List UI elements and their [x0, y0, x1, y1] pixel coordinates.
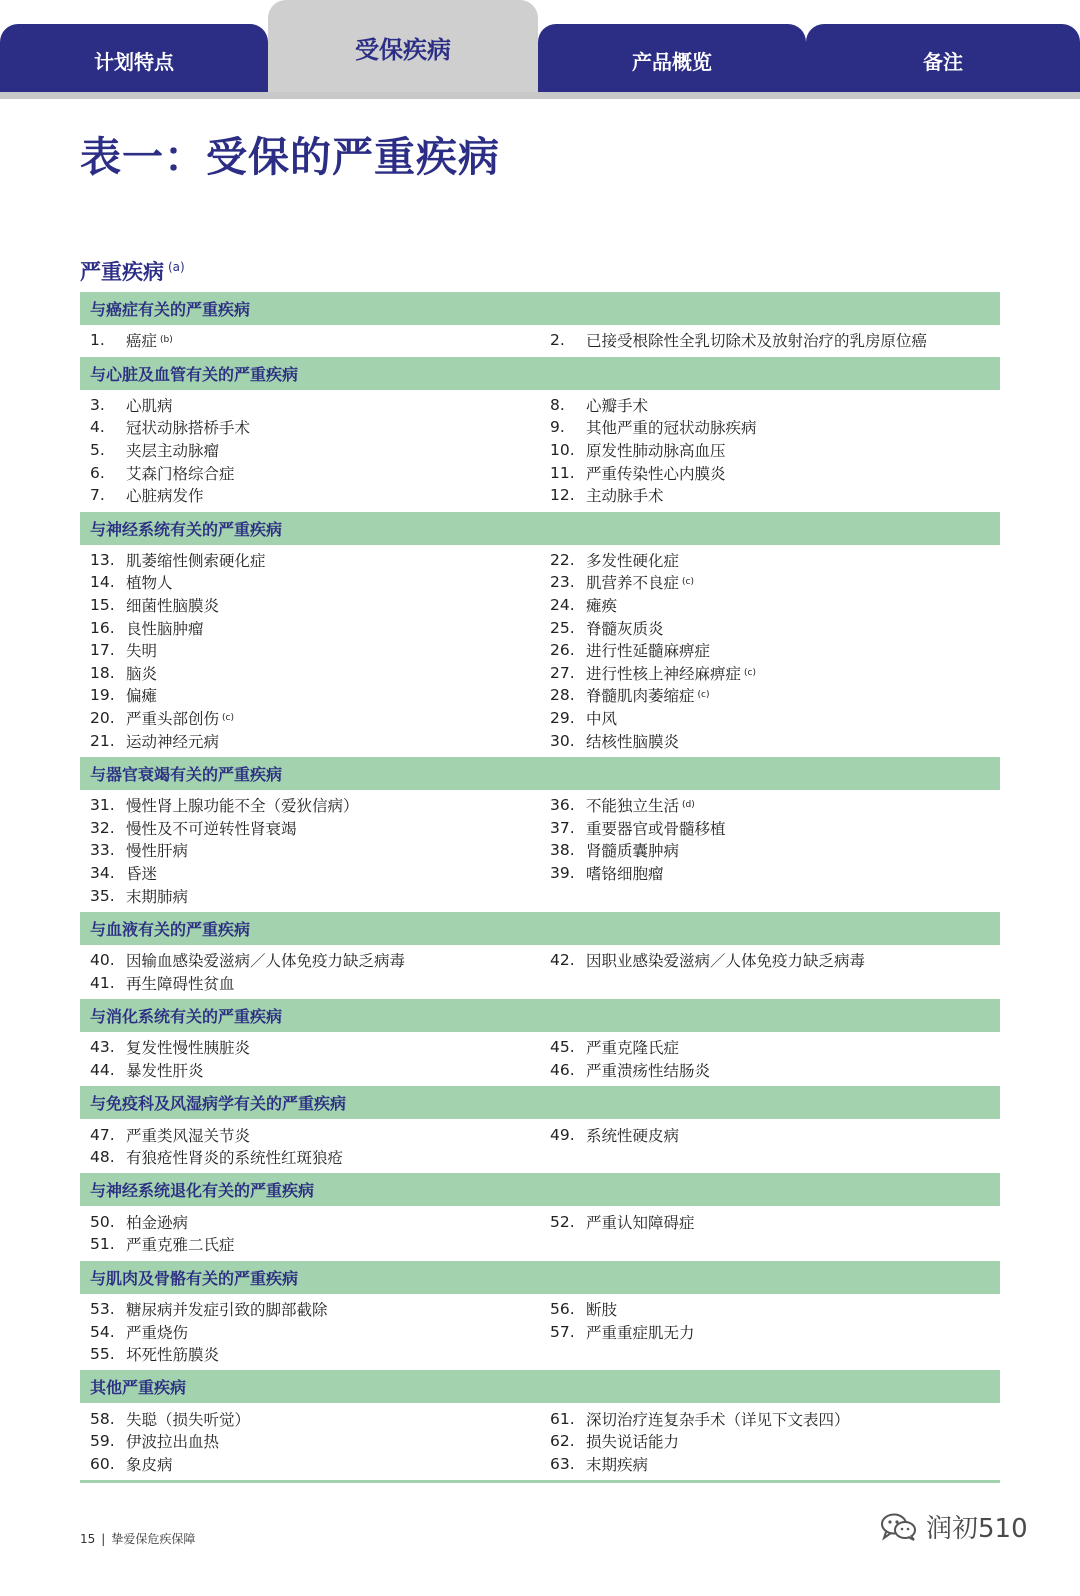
item-number: 55.: [90, 1345, 115, 1364]
section-heading: [80, 256, 185, 286]
item-label: 柏金逊病: [126, 1213, 189, 1232]
category-header: 与神经系统退化有关的严重疾病: [80, 1173, 1000, 1206]
item-number: 12.: [550, 486, 575, 505]
item-number: 41.: [90, 973, 115, 992]
item-label: 夹层主动脉瘤: [126, 442, 220, 461]
category-header: 与消化系统有关的严重疾病: [80, 999, 1000, 1032]
watermark: [880, 1508, 1028, 1545]
item-number: 40.: [90, 951, 115, 970]
category-header: 其他严重疾病: [80, 1370, 1000, 1403]
category-header: 与血液有关的严重疾病: [80, 912, 1000, 945]
illness-item: [540, 1453, 1000, 1476]
item-number: 58.: [90, 1409, 115, 1428]
category-items: [80, 1119, 1000, 1173]
illness-item: [80, 1407, 540, 1430]
items-column-left: [80, 1036, 540, 1081]
item-label: 严重类风湿关节炎: [126, 1126, 251, 1145]
item-label: 艾森门格综合症: [126, 464, 235, 483]
illness-item: [540, 571, 1000, 594]
item-number: 60.: [90, 1454, 115, 1473]
category-items: [80, 790, 1000, 912]
illness-item: [80, 971, 540, 994]
items-column-right: [540, 1036, 1000, 1081]
items-column-left: [80, 794, 540, 907]
illness-item: [80, 394, 540, 417]
item-label: 偏瘫: [126, 687, 158, 706]
item-label: 严重传染性心内膜炎: [586, 464, 726, 483]
item-label: 严重认知障碍症: [586, 1213, 695, 1232]
footnote-marker: (c): [222, 713, 234, 724]
item-number: 9.: [550, 418, 565, 437]
tab-notes[interactable]: [806, 24, 1080, 92]
item-label: 心肌病: [126, 396, 173, 415]
item-number: 47.: [90, 1125, 115, 1144]
item-label: 细菌性脑膜炎: [126, 597, 220, 616]
page-title: 表一：受保的严重疾病: [80, 133, 500, 181]
illness-item: [80, 839, 540, 862]
tab-product-overview[interactable]: [538, 24, 806, 92]
item-label: 慢性及不可逆转性肾衰竭: [126, 819, 297, 838]
item-label: 已接受根除性全乳切除术及放射治疗的乳房原位癌: [586, 332, 928, 351]
item-label: 冠状动脉搭桥手术: [126, 419, 251, 438]
item-number: 24.: [550, 596, 575, 615]
tab-covered-illnesses[interactable]: [268, 0, 538, 92]
item-label: 严重克雅二氏症: [126, 1236, 235, 1255]
item-number: 45.: [550, 1038, 575, 1057]
item-number: 54.: [90, 1322, 115, 1341]
illness-item: [80, 571, 540, 594]
illness-item: [80, 439, 540, 462]
illness-item: [80, 707, 540, 730]
category-header: 与心脏及血管有关的严重疾病: [80, 357, 1000, 390]
illness-item: [80, 549, 540, 572]
illness-item: [540, 549, 1000, 572]
item-label: 昏迷: [126, 864, 158, 883]
illness-item: [540, 729, 1000, 752]
item-number: 27.: [550, 663, 575, 682]
illness-item: [540, 416, 1000, 439]
illness-item: [80, 684, 540, 707]
illness-item: [540, 707, 1000, 730]
item-label: 癌症: [126, 332, 158, 351]
item-number: 3.: [90, 395, 105, 414]
item-number: 31.: [90, 796, 115, 815]
footnote-marker: (c): [744, 667, 756, 678]
item-label: 有狼疮性肾炎的系统性红斑狼疮: [126, 1149, 344, 1168]
item-label: 多发性硬化症: [586, 551, 680, 570]
illness-item: [540, 839, 1000, 862]
category-header: 与癌症有关的严重疾病: [80, 292, 1000, 325]
illness-item: [80, 1146, 540, 1169]
product-name: 挚爱保危疾保障: [111, 1532, 196, 1546]
item-label: 暴发性肝炎: [126, 1061, 204, 1080]
items-column-right: [540, 1407, 1000, 1475]
illness-item: [80, 729, 540, 752]
item-number: 5.: [90, 441, 105, 460]
illness-item: [540, 949, 1000, 972]
category-items: [80, 945, 1000, 999]
item-label: 失聪（损失听觉）: [126, 1410, 251, 1429]
item-number: 11.: [550, 463, 575, 482]
category-items: [80, 1206, 1000, 1260]
category-items: [80, 1403, 1000, 1480]
item-number: 23.: [550, 573, 575, 592]
items-column-left: [80, 1298, 540, 1366]
section-heading-text: 严重疾病: [80, 260, 164, 284]
item-number: 30.: [550, 731, 575, 750]
item-label: 重要器官或骨髓移植: [586, 819, 726, 838]
items-column-left: [80, 1123, 540, 1168]
illness-item: [540, 439, 1000, 462]
illness-item: [80, 1210, 540, 1233]
footnote-marker: (c): [697, 690, 710, 701]
items-column-right: [540, 329, 1000, 352]
item-number: 50.: [90, 1212, 115, 1231]
tab-bar: [0, 0, 1080, 100]
illness-item: [540, 639, 1000, 662]
illness-item: [540, 662, 1000, 685]
item-label: 因职业感染爱滋病／人体免疫力缺乏病毒: [586, 952, 866, 971]
page-number: 15: [80, 1532, 96, 1546]
item-label: 因输血感染爱滋病／人体免疫力缺乏病毒: [126, 952, 406, 971]
illness-item: [80, 1298, 540, 1321]
item-number: 53.: [90, 1299, 115, 1318]
item-label: 脑炎: [126, 664, 158, 683]
items-column-left: [80, 1407, 540, 1475]
watermark-text: 润初510: [926, 1514, 1028, 1544]
item-label: 中风: [586, 710, 618, 729]
illness-item: [80, 639, 540, 662]
item-number: 10.: [550, 441, 575, 460]
item-label: 伊波拉出血热: [126, 1433, 220, 1452]
illness-item: [80, 662, 540, 685]
item-number: 19.: [90, 686, 115, 705]
item-number: 16.: [90, 618, 115, 637]
illness-item: [80, 949, 540, 972]
item-number: 63.: [550, 1454, 575, 1473]
item-label: 肌萎缩性侧索硬化症: [126, 551, 266, 570]
item-number: 7.: [90, 486, 105, 505]
item-number: 2.: [550, 331, 565, 350]
illness-item: [540, 1059, 1000, 1082]
illness-item: [80, 329, 540, 352]
item-number: 36.: [550, 796, 575, 815]
item-number: 26.: [550, 641, 575, 660]
item-label: 严重重症肌无力: [586, 1323, 695, 1342]
item-label: 糖尿病并发症引致的脚部截除: [126, 1300, 328, 1319]
item-number: 42.: [550, 951, 575, 970]
item-number: 37.: [550, 818, 575, 837]
item-label: 进行性核上神经麻痹症: [586, 664, 742, 683]
item-number: 1.: [90, 331, 105, 350]
items-column-right: [540, 394, 1000, 507]
category-header: 与肌肉及骨骼有关的严重疾病: [80, 1261, 1000, 1294]
category-header: 与器官衰竭有关的严重疾病: [80, 757, 1000, 790]
illness-item: [80, 1233, 540, 1256]
item-label: 其他严重的冠状动脉疾病: [586, 419, 757, 438]
category-header: 与神经系统有关的严重疾病: [80, 512, 1000, 545]
tab-plan-features[interactable]: [0, 24, 268, 92]
item-number: 22.: [550, 550, 575, 569]
illness-item: [540, 1407, 1000, 1430]
item-number: 46.: [550, 1060, 575, 1079]
item-label: 严重烧伤: [126, 1323, 189, 1342]
illness-item: [80, 794, 540, 817]
illness-item: [80, 1123, 540, 1146]
footer-separator: |: [101, 1532, 106, 1546]
item-label: 进行性延髓麻痹症: [586, 642, 711, 661]
illness-item: [540, 1123, 1000, 1146]
wechat-icon: [880, 1512, 918, 1542]
item-number: 56.: [550, 1299, 575, 1318]
item-number: 4.: [90, 418, 105, 437]
item-number: 17.: [90, 641, 115, 660]
items-column-left: [80, 1210, 540, 1255]
item-number: 25.: [550, 618, 575, 637]
illness-item: [540, 484, 1000, 507]
page-footer: [80, 1530, 195, 1547]
item-number: 35.: [90, 886, 115, 905]
illness-item: [540, 1036, 1000, 1059]
tab-label: 计划特点: [94, 49, 174, 74]
item-label: 断肢: [586, 1300, 618, 1319]
illness-item: [80, 862, 540, 885]
illness-item: [540, 329, 1000, 352]
items-column-left: [80, 549, 540, 752]
illness-item: [540, 616, 1000, 639]
item-label: 脊髓灰质炎: [586, 619, 664, 638]
item-label: 象皮病: [126, 1455, 173, 1474]
tab-label: 备注: [923, 49, 963, 74]
items-column-left: [80, 394, 540, 507]
item-label: 主动脉手术: [586, 487, 664, 506]
items-column-left: [80, 949, 540, 994]
illness-item: [80, 1059, 540, 1082]
item-label: 严重头部创伤: [126, 710, 220, 729]
footnote-marker: (b): [160, 335, 173, 346]
item-number: 21.: [90, 731, 115, 750]
illness-item: [80, 461, 540, 484]
illness-item: [80, 1320, 540, 1343]
item-number: 48.: [90, 1148, 115, 1167]
illness-item: [540, 394, 1000, 417]
illness-item: [540, 862, 1000, 885]
illness-item: [540, 684, 1000, 707]
illness-item: [80, 1036, 540, 1059]
item-label: 肌营养不良症: [586, 574, 680, 593]
item-number: 18.: [90, 663, 115, 682]
item-label: 肾髓质囊肿病: [586, 842, 680, 861]
item-number: 13.: [90, 550, 115, 569]
illness-item: [80, 1343, 540, 1366]
item-label: 复发性慢性胰脏炎: [126, 1039, 251, 1058]
illness-item: [80, 616, 540, 639]
illness-item: [80, 1453, 540, 1476]
illness-item: [540, 461, 1000, 484]
item-number: 14.: [90, 573, 115, 592]
item-label: 植物人: [126, 574, 173, 593]
illness-item: [540, 1210, 1000, 1233]
item-number: 44.: [90, 1060, 115, 1079]
category-items: [80, 1294, 1000, 1371]
category-header: 与免疫科及风湿病学有关的严重疾病: [80, 1086, 1000, 1119]
item-number: 57.: [550, 1322, 575, 1341]
footnote-marker: (c): [682, 577, 694, 588]
illness-item: [540, 817, 1000, 840]
illness-item: [80, 594, 540, 617]
item-number: 28.: [550, 686, 575, 705]
item-number: 20.: [90, 709, 115, 728]
item-label: 心瓣手术: [586, 396, 649, 415]
items-column-right: [540, 1210, 1000, 1255]
item-number: 29.: [550, 709, 575, 728]
item-label: 脊髓肌肉萎缩症: [586, 687, 695, 706]
item-label: 原发性肺动脉高血压: [586, 442, 726, 461]
items-column-right: [540, 549, 1000, 752]
items-column-right: [540, 1123, 1000, 1168]
items-column-right: [540, 949, 1000, 994]
footnote-marker: (a): [168, 260, 185, 274]
illness-item: [540, 794, 1000, 817]
illness-item: [80, 1430, 540, 1453]
category-items: [80, 1032, 1000, 1086]
item-number: 52.: [550, 1212, 575, 1231]
illness-table: [80, 292, 1000, 1483]
illness-item: [80, 416, 540, 439]
footnote-marker: (d): [682, 800, 695, 811]
item-label: 严重克隆氏症: [586, 1039, 680, 1058]
items-column-left: [80, 329, 540, 352]
tab-label: 受保疾病: [355, 36, 451, 64]
item-label: 末期肺病: [126, 887, 189, 906]
item-label: 运动神经元病: [126, 732, 220, 751]
item-label: 不能独立生活: [586, 797, 680, 816]
item-label: 嗜铬细胞瘤: [586, 864, 664, 883]
illness-item: [80, 817, 540, 840]
item-label: 结核性脑膜炎: [586, 732, 680, 751]
illness-item: [80, 484, 540, 507]
illness-item: [540, 1320, 1000, 1343]
illness-item: [540, 594, 1000, 617]
illness-item: [540, 1430, 1000, 1453]
item-number: 38.: [550, 841, 575, 860]
item-label: 瘫痪: [586, 597, 618, 616]
tab-label: 产品概览: [632, 49, 712, 74]
item-number: 59.: [90, 1432, 115, 1451]
item-label: 心脏病发作: [126, 487, 204, 506]
item-label: 坏死性筋膜炎: [126, 1346, 220, 1365]
tab-baseline: [0, 92, 1080, 99]
item-label: 再生障碍性贫血: [126, 974, 235, 993]
item-label: 失明: [126, 642, 158, 661]
category-items: [80, 390, 1000, 512]
items-column-right: [540, 1298, 1000, 1366]
item-label: 损失说话能力: [586, 1433, 680, 1452]
item-number: 15.: [90, 596, 115, 615]
item-label: 系统性硬皮病: [586, 1126, 680, 1145]
illness-item: [80, 884, 540, 907]
item-label: 严重溃疡性结肠炎: [586, 1061, 711, 1080]
item-number: 8.: [550, 395, 565, 414]
item-number: 61.: [550, 1409, 575, 1428]
item-label: 深切治疗连复杂手术（详见下文表四）: [586, 1410, 850, 1429]
item-label: 末期疾病: [586, 1455, 649, 1474]
category-items: [80, 545, 1000, 757]
item-number: 43.: [90, 1038, 115, 1057]
items-column-right: [540, 794, 1000, 907]
item-label: 慢性肝病: [126, 842, 189, 861]
item-number: 33.: [90, 841, 115, 860]
category-items: [80, 325, 1000, 357]
item-number: 62.: [550, 1432, 575, 1451]
item-number: 49.: [550, 1125, 575, 1144]
item-number: 6.: [90, 463, 105, 482]
item-number: 51.: [90, 1235, 115, 1254]
item-number: 34.: [90, 863, 115, 882]
illness-item: [540, 1298, 1000, 1321]
item-label: 良性脑肿瘤: [126, 619, 204, 638]
item-label: 慢性肾上腺功能不全（爱狄信病）: [126, 797, 359, 816]
item-number: 39.: [550, 863, 575, 882]
item-number: 32.: [90, 818, 115, 837]
